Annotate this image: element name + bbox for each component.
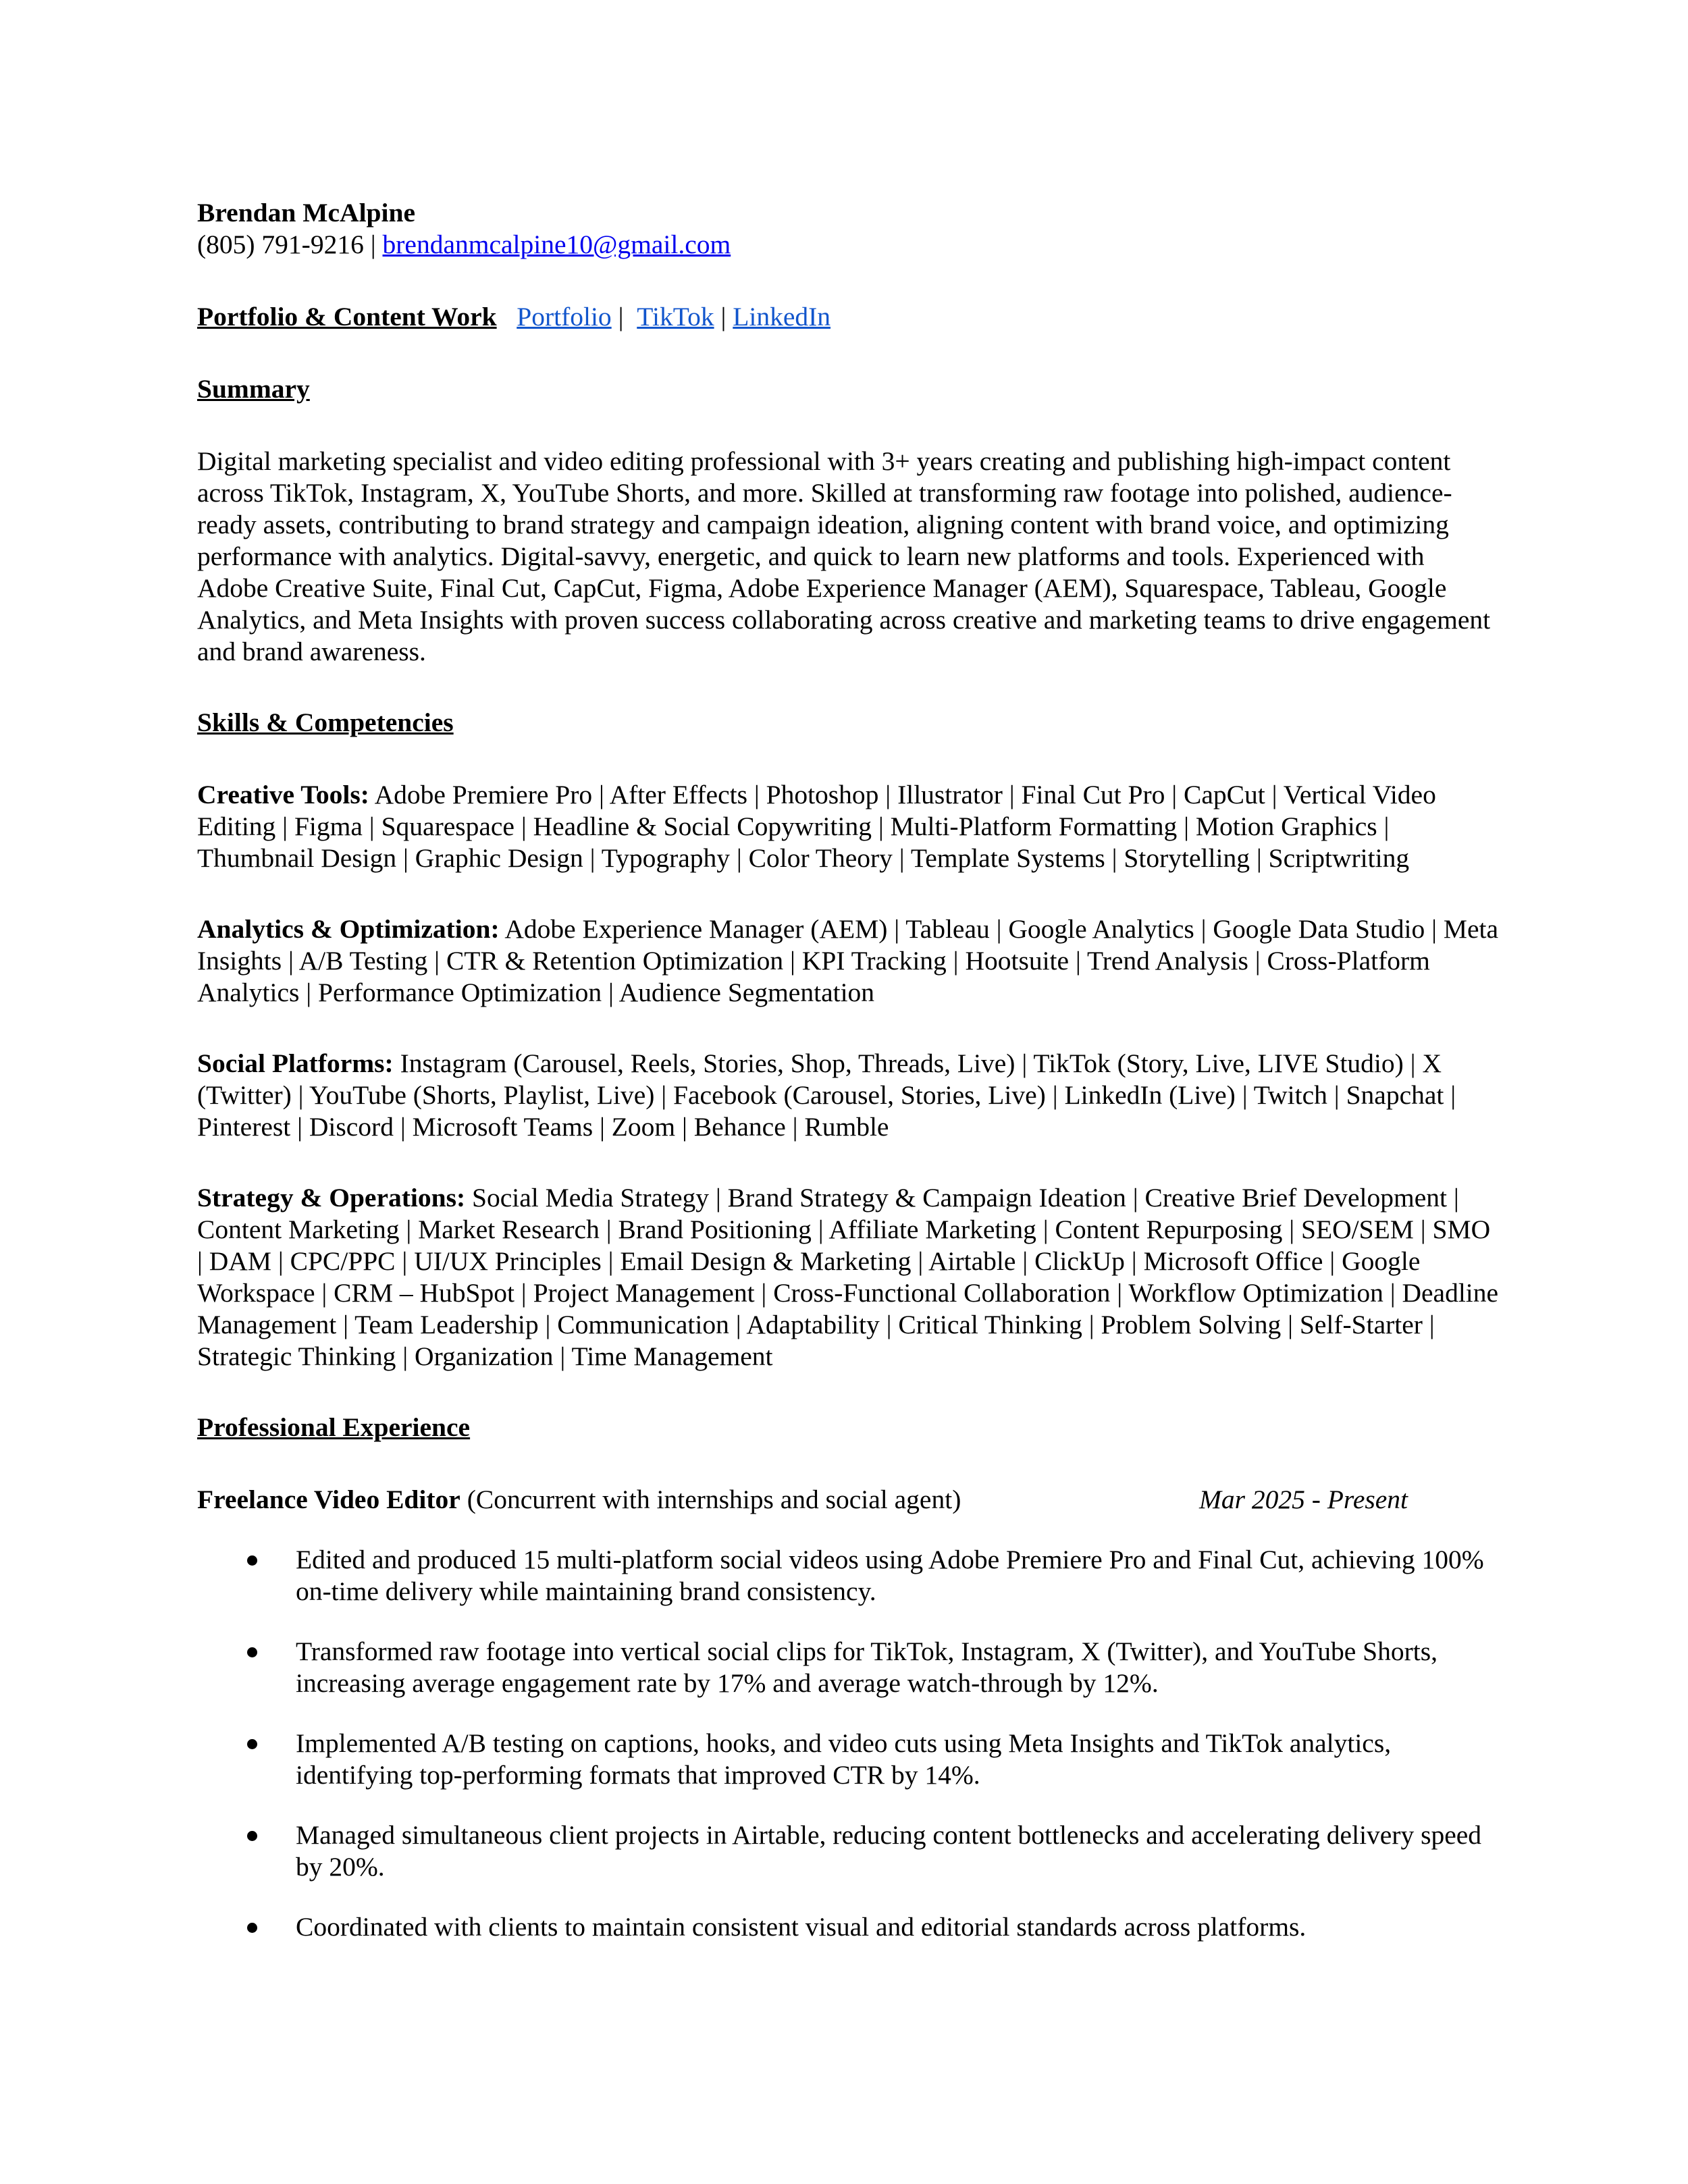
bullet-icon — [247, 1831, 257, 1841]
job-bullet — [197, 1911, 1500, 1943]
summary-heading: Summary — [197, 374, 310, 404]
bullet-icon — [247, 1555, 257, 1566]
bullet-icon — [247, 1923, 257, 1933]
job-dates: Mar 2025 - Present — [1199, 1485, 1408, 1514]
skills-group-label: Social Platforms: — [197, 1048, 394, 1078]
portfolio-label: Portfolio & Content Work — [197, 302, 497, 331]
skills-heading: Skills & Competencies — [197, 708, 454, 737]
skills-group-analytics — [197, 913, 1500, 1009]
portfolio-line — [197, 301, 1500, 333]
portfolio-separator: | — [720, 302, 727, 331]
job-bullet-text: Edited and produced 15 multi-platform social videos using Adobe Premiere Pro and Final Cut, achieving 100% on-time delivery while maintaining brand consistency. — [296, 1545, 1484, 1606]
experience-heading: Professional Experience — [197, 1412, 471, 1442]
candidate-name: Brendan McAlpine — [197, 198, 415, 228]
skills-group-text: Instagram (Carousel, Reels, Stories, Shop, Threads, Live) | TikTok (Story, Live, LIVE Studio) | X (Twitter) | YouTube (Shorts, Playlist, Live) | Facebook (Carousel, Stories, Live) | LinkedIn (Live) | Twitch | Snapchat | Pinterest | Discord | Microsoft Teams | Zoom | Behance | Rumble — [197, 1048, 1456, 1142]
skills-group-text: Adobe Premiere Pro | After Effects | Photoshop | Illustrator | Final Cut Pro | CapCut | Vertical Video Editing | Figma | Squarespace | Headline & Social Copywriting | Multi-Platform Formatting | Motion Graphics | Thumbnail Design | Graphic Design | Typography | Color Theory | Template Systems | Storytelling | Scriptwriting — [197, 780, 1436, 873]
summary-text: Digital marketing specialist and video editing professional with 3+ years creating and publishing high-impact content across TikTok, Instagram, X, YouTube Shorts, and more. Skilled at transforming raw footage into polished, audience-ready assets, contributing to brand strategy and campaign ideation, aligning content with brand voice, and optimizing performance with analytics. Digital-savvy, energetic, and quick to learn new platforms and tools. Experienced with Adobe Creative Suite, Final Cut, CapCut, Figma, Adobe Experience Manager (AEM), Squarespace, Tableau, Google Analytics, and Meta Insights with proven success collaborating across creative and marketing teams to drive engagement and brand awareness. — [197, 446, 1491, 666]
job-bullet-text: Managed simultaneous client projects in Airtable, reducing content bottlenecks and accelerating delivery speed by 20%. — [296, 1820, 1482, 1882]
bullet-icon — [247, 1739, 257, 1749]
job-bullet-text: Coordinated with clients to maintain consistent visual and editorial standards across platforms. — [296, 1912, 1307, 1942]
job-title: Freelance Video Editor — [197, 1485, 460, 1514]
contact-separator: | — [370, 230, 376, 259]
linkedin-link[interactable]: LinkedIn — [733, 302, 831, 331]
job-bullet — [197, 1636, 1500, 1699]
skills-group-social — [197, 1048, 1500, 1143]
email-link[interactable]: brendanmcalpine10@gmail.com — [382, 230, 731, 259]
job-bullet-list — [197, 1544, 1500, 1943]
job-title-line — [197, 1484, 1500, 1516]
contact-line — [197, 229, 1500, 261]
resume-content — [197, 197, 1500, 1971]
job-bullet — [197, 1819, 1500, 1883]
skills-group-creative — [197, 779, 1500, 874]
phone-number: (805) 791-9216 — [197, 230, 364, 259]
job-note: (Concurrent with internships and social agent) — [467, 1485, 961, 1514]
skills-group-strategy — [197, 1182, 1500, 1373]
skills-group-text: Adobe Experience Manager (AEM) | Tableau | Google Analytics | Google Data Studio | Meta Insights | A/B Testing | CTR & Retention Optimization | KPI Tracking | Hootsuite | Trend Analysis | Cross-Platform Analytics | Performance Optimization | Audience Segmentation — [197, 914, 1499, 1007]
skills-group-text: Social Media Strategy | Brand Strategy & Campaign Ideation | Creative Brief Development | Content Marketing | Market Research | Brand Positioning | Affiliate Marketing | Content Repurposing | SEO/SEM | SMO | DAM | CPC/PPC | UI/UX Principles | Email Design & Marketing | Airtable | ClickUp | Microsoft Office | Google Workspace | CRM – HubSpot | Project Management | Cross-Functional Collaboration | Workflow Optimization | Deadline Management | Team Leadership | Communication | Adaptability | Critical Thinking | Problem Solving | Self-Starter | Strategic Thinking | Organization | Time Management — [197, 1183, 1499, 1371]
tiktok-link[interactable]: TikTok — [637, 302, 714, 331]
job-bullet-text: Implemented A/B testing on captions, hooks, and video cuts using Meta Insights and TikTok analytics, identifying top-performing formats that improved CTR by 14%. — [296, 1728, 1392, 1790]
portfolio-separator: | — [618, 302, 624, 331]
skills-group-label: Strategy & Operations: — [197, 1183, 466, 1213]
job-bullet — [197, 1544, 1500, 1607]
portfolio-link[interactable]: Portfolio — [517, 302, 612, 331]
job-bullet — [197, 1728, 1500, 1791]
skills-group-label: Creative Tools: — [197, 780, 369, 809]
bullet-icon — [247, 1647, 257, 1657]
skills-group-label: Analytics & Optimization: — [197, 914, 500, 944]
job-bullet-text: Transformed raw footage into vertical social clips for TikTok, Instagram, X (Twitter), and YouTube Shorts, increasing average engagement rate by 17% and average watch-through by 12%. — [296, 1636, 1438, 1698]
